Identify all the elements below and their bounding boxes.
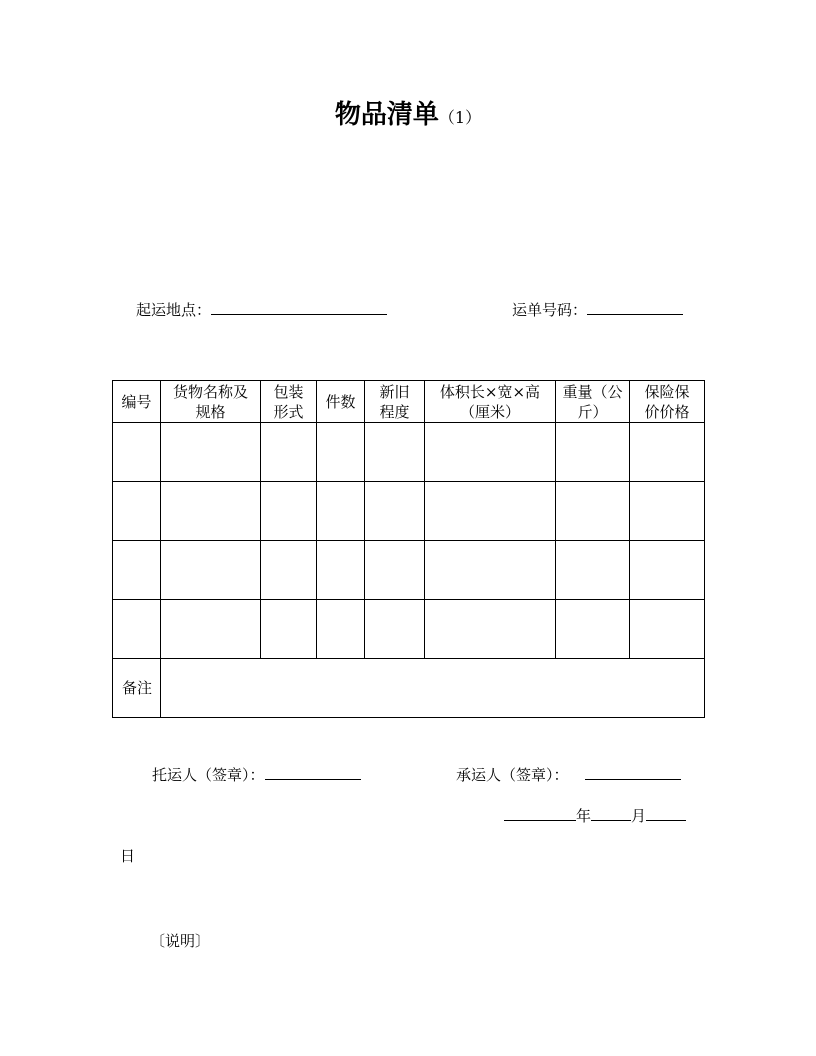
year-field[interactable]: [504, 804, 576, 821]
col-header-goods-name: 货物名称及 规格: [161, 381, 261, 423]
table-cell[interactable]: [161, 423, 261, 482]
page-title: [0, 98, 816, 135]
month-field[interactable]: [591, 804, 631, 821]
table-row: [113, 423, 705, 482]
title-main: 物品清单: [334, 100, 439, 130]
day-label: 日: [120, 847, 136, 865]
table-cell[interactable]: [425, 482, 556, 541]
notes-label: 〔说明〕: [150, 932, 211, 950]
table-cell[interactable]: [630, 541, 705, 600]
date-row: [504, 804, 686, 826]
origin-label: 起运地点：: [136, 301, 212, 319]
table-cell[interactable]: [556, 423, 630, 482]
table-row: [113, 482, 705, 541]
table-cell[interactable]: [556, 482, 630, 541]
table-cell[interactable]: [261, 600, 317, 659]
table-cell[interactable]: [425, 600, 556, 659]
remark-row: [113, 659, 705, 718]
table-cell[interactable]: [113, 482, 161, 541]
table-cell[interactable]: [161, 541, 261, 600]
col-header-insured-value: 保险保 价价格: [630, 381, 705, 423]
day-field[interactable]: [646, 804, 686, 821]
col-header-volume: 体积长×宽×高 （厘米）: [425, 381, 556, 423]
table-cell[interactable]: [161, 600, 261, 659]
table-cell[interactable]: [261, 423, 317, 482]
table-cell[interactable]: [317, 600, 365, 659]
origin-field[interactable]: [211, 298, 387, 315]
goods-table: [112, 380, 705, 718]
table-cell[interactable]: [113, 541, 161, 600]
month-label: 月: [631, 807, 647, 825]
table-cell[interactable]: [630, 600, 705, 659]
table-cell[interactable]: [317, 482, 365, 541]
table-cell[interactable]: [113, 423, 161, 482]
table-cell[interactable]: [317, 541, 365, 600]
table-cell[interactable]: [556, 541, 630, 600]
table-header-row: [113, 381, 705, 423]
table-cell[interactable]: [365, 482, 425, 541]
remark-label: 备注: [113, 659, 161, 718]
carrier-row: [456, 763, 681, 785]
remark-field[interactable]: [161, 659, 705, 718]
waybill-row: [512, 298, 683, 320]
year-label: 年: [576, 807, 592, 825]
consignor-row: [152, 763, 361, 785]
carrier-signature-field[interactable]: [585, 763, 681, 780]
table-cell[interactable]: [261, 541, 317, 600]
origin-row: [136, 298, 387, 320]
title-suffix: （1）: [438, 108, 482, 127]
waybill-field[interactable]: [587, 298, 683, 315]
consignor-signature-field[interactable]: [265, 763, 361, 780]
table-cell[interactable]: [365, 541, 425, 600]
waybill-label: 运单号码：: [512, 301, 588, 319]
table-row: [113, 600, 705, 659]
table-row: [113, 541, 705, 600]
table-cell[interactable]: [425, 541, 556, 600]
consignor-label: 托运人（签章）：: [152, 766, 265, 784]
col-header-condition: 新旧 程度: [365, 381, 425, 423]
col-header-weight: 重量（公 斤）: [556, 381, 630, 423]
col-header-quantity: 件数: [317, 381, 365, 423]
table-cell[interactable]: [317, 423, 365, 482]
col-header-number: 编号: [113, 381, 161, 423]
table-cell[interactable]: [113, 600, 161, 659]
table-cell[interactable]: [261, 482, 317, 541]
table-cell[interactable]: [630, 423, 705, 482]
table-cell[interactable]: [556, 600, 630, 659]
table-cell[interactable]: [425, 423, 556, 482]
carrier-label: 承运人（签章）：: [456, 766, 569, 784]
table-cell[interactable]: [365, 600, 425, 659]
table-cell[interactable]: [630, 482, 705, 541]
table-cell[interactable]: [365, 423, 425, 482]
col-header-packaging: 包装 形式: [261, 381, 317, 423]
table-cell[interactable]: [161, 482, 261, 541]
